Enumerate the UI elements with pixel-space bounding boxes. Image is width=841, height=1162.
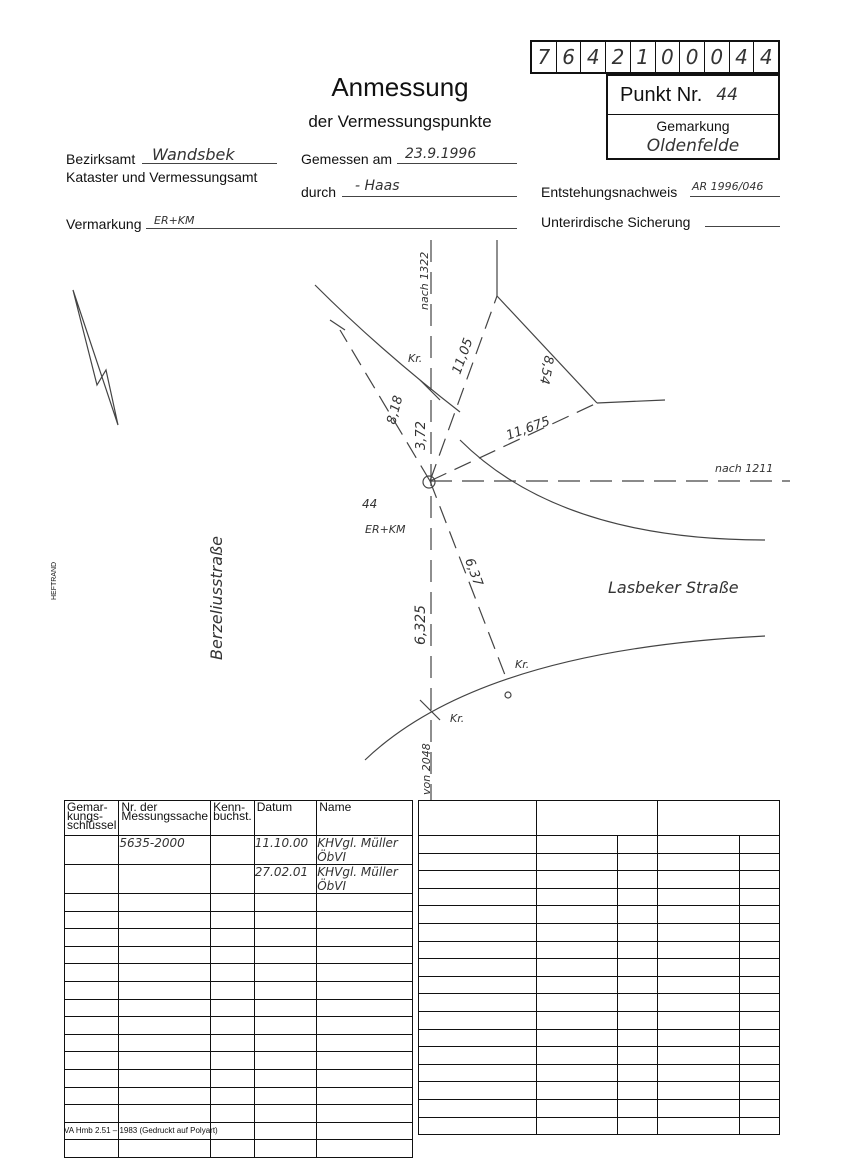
number-digit: 0 — [680, 42, 705, 72]
notes-row — [419, 853, 780, 871]
cell-nr: 5635-2000 — [119, 836, 211, 865]
notes-row — [419, 1099, 780, 1117]
table-row — [65, 1105, 413, 1123]
label-nach-1211: nach 1211 — [715, 462, 774, 475]
durch-label: durch — [301, 184, 337, 200]
form-footer: VA Hmb 2.51 – 1983 (Gedruckt auf Polyart) — [64, 1126, 218, 1135]
number-digit: 0 — [705, 42, 730, 72]
notes-row — [419, 1082, 780, 1100]
label-heftrand: HEFTRAND — [51, 561, 58, 600]
label-d-637: 6,37 — [461, 556, 486, 589]
header-key: Gemar-kungs-schlüssel — [67, 800, 117, 832]
notes-row — [419, 1117, 780, 1135]
label-point-number: 44 — [362, 497, 378, 511]
gemessen-label: Gemessen am — [301, 151, 393, 167]
durch-value: - Haas — [355, 178, 400, 194]
table-row — [65, 1069, 413, 1087]
cell-nr — [119, 865, 211, 894]
table-row — [65, 929, 413, 947]
notes-row — [419, 941, 780, 959]
number-digit: 2 — [606, 42, 631, 72]
notes-row — [419, 959, 780, 977]
kataster-label: Kataster und Vermessungsamt — [66, 169, 258, 185]
header-kenn: Kenn-buchst. — [213, 800, 252, 823]
label-kr-2: Kr. — [515, 658, 530, 671]
label-d-11675: 11,675 — [504, 414, 553, 444]
table-row — [65, 1087, 413, 1105]
cell-key — [65, 865, 119, 894]
number-digit: 4 — [730, 42, 755, 72]
table-row — [65, 1140, 413, 1158]
gemarkung-label: Gemarkung — [656, 118, 730, 134]
cell-name: KHVgl. Müller ÖbVI — [317, 836, 413, 865]
table-row — [65, 1052, 413, 1070]
label-street-berzelius: Berzeliusstraße — [207, 536, 226, 660]
notes-row — [419, 871, 780, 889]
notes-row — [419, 1011, 780, 1029]
table-row — [65, 836, 413, 865]
number-digit: 1 — [631, 42, 656, 72]
number-digit: 4 — [759, 45, 773, 69]
vermarkung-label: Vermarkung — [66, 216, 142, 232]
number-digit: 7 — [532, 42, 557, 72]
notes-row — [419, 1064, 780, 1082]
table-row — [65, 999, 413, 1017]
table-row — [65, 865, 413, 894]
label-d-1105: 11,05 — [449, 336, 477, 377]
table-row — [65, 911, 413, 929]
notes-row — [419, 923, 780, 941]
header-nr: Nr. der Messungssache — [121, 800, 209, 823]
label-kr-1: Kr. — [408, 352, 423, 365]
label-d-818: 8,18 — [384, 394, 407, 427]
cell-key — [65, 836, 119, 865]
cell-name: KHVgl. Müller ÖbVI — [317, 865, 413, 894]
label-street-lasbeker: Lasbeker Straße — [608, 578, 739, 597]
bezirksamt-value: Wandsbek — [152, 145, 235, 164]
number-digit: 6 — [557, 42, 582, 72]
page-title: Anmessung — [331, 72, 469, 102]
label-nach-1322: nach 1322 — [418, 251, 431, 310]
notes-row — [419, 906, 780, 924]
records-table — [64, 800, 413, 1158]
table-row — [65, 981, 413, 999]
punkt-label: Punkt Nr. — [620, 83, 703, 106]
cell-datum: 11.10.00 — [254, 836, 316, 865]
table-row — [65, 1017, 413, 1035]
label-kr-3: Kr. — [450, 712, 465, 725]
header-datum: Datum — [256, 800, 293, 814]
table-row — [65, 964, 413, 982]
cell-datum: 27.02.01 — [254, 865, 316, 894]
vermarkung-value: ER+KM — [154, 214, 195, 227]
north-arrow-icon — [73, 290, 118, 425]
label-d-854: 8,54 — [536, 354, 556, 386]
number-digit: 0 — [656, 42, 681, 72]
gemarkung-value: Oldenfelde — [646, 136, 740, 156]
number-digit: 4 — [581, 42, 606, 72]
entstehung-value: AR 1996/046 — [692, 180, 764, 193]
label-von-2048: von 2048 — [420, 743, 433, 795]
label-d-372: 3,72 — [414, 421, 429, 450]
notes-row — [419, 888, 780, 906]
unterirdisch-label: Unterirdische Sicherung — [541, 214, 691, 230]
entstehung-label: Entstehungsnachweis — [541, 184, 678, 200]
header-name: Name — [319, 800, 352, 814]
label-d-6325: 6,325 — [413, 604, 429, 645]
notes-table — [418, 800, 780, 1135]
notes-row — [419, 836, 780, 854]
notes-row — [419, 1029, 780, 1047]
notes-row — [419, 976, 780, 994]
gemessen-value: 23.9.1996 — [405, 146, 477, 162]
punkt-value: 44 — [716, 85, 738, 105]
label-point-mark: ER+KM — [365, 523, 406, 536]
table-row — [65, 894, 413, 912]
cell-kenn — [211, 836, 255, 865]
notes-row — [419, 1047, 780, 1065]
bezirksamt-label: Bezirksamt — [66, 151, 136, 167]
page-subtitle: der Vermessungspunkte — [308, 112, 492, 131]
table-row — [65, 946, 413, 964]
notes-row — [419, 994, 780, 1012]
table-row — [65, 1034, 413, 1052]
cell-kenn — [211, 865, 255, 894]
